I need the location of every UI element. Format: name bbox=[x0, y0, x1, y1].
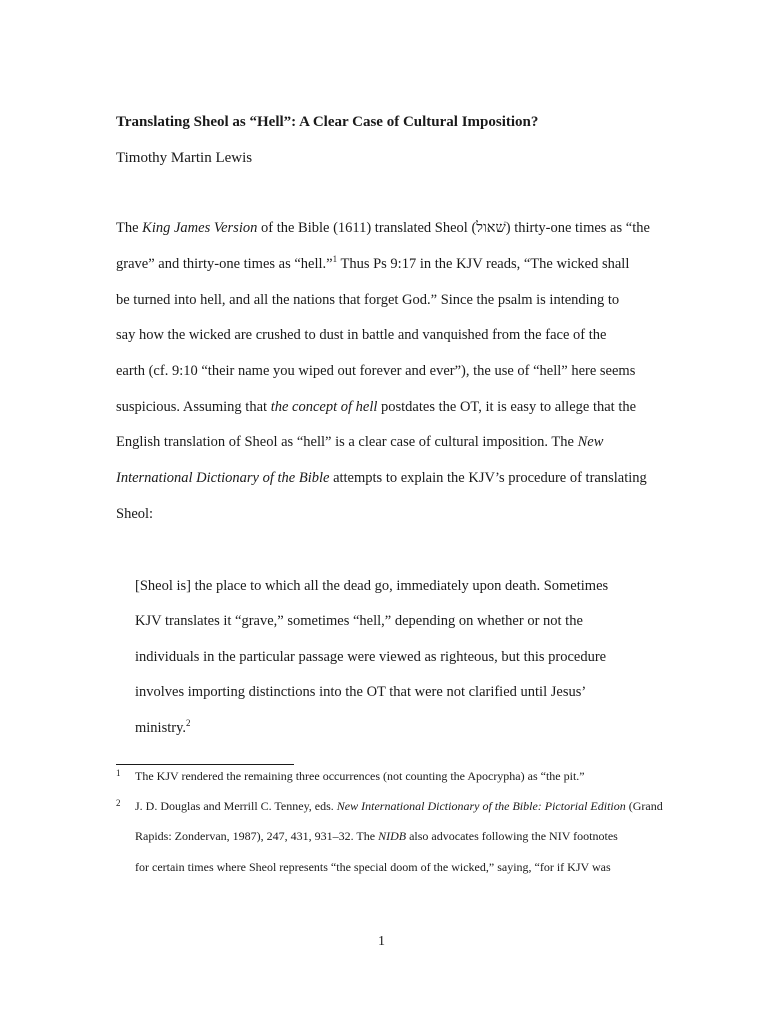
quote-line-3: individuals in the particular passage were viewed as righteous, but this procedure bbox=[135, 649, 607, 665]
footnote-ref-1[interactable]: 1 bbox=[332, 254, 338, 264]
quote-line-5: ministry.$^2$ bbox=[135, 718, 191, 736]
body-line-4: say how the wicked are crushed to dust in battle and vanquished from the face of the bbox=[116, 327, 607, 343]
quote-line-1: [Sheol is] the place to which all the dead go, immediately upon death. Sometimes bbox=[135, 578, 609, 594]
body-line-5: earth (cf. 9:10 “their name you wiped out forever and ever”), the use of “hell” here seems bbox=[116, 363, 636, 379]
body-line-2: grave” and thirty-one times as “hell.”$^1$ Thus Ps 9:17 in the KJV reads, “The wicked shall bbox=[116, 254, 630, 272]
italic-dictionary-title: International Dictionary of the Bible bbox=[116, 470, 330, 486]
footnote-ref-2[interactable]: 2 bbox=[186, 718, 191, 728]
author-name: Timothy Martin Lewis bbox=[116, 150, 253, 166]
document-title: Translating Sheol as “Hell”: A Clear Case of Cultural Imposition? bbox=[116, 114, 539, 130]
footnote-1-mark: 1 bbox=[116, 768, 121, 778]
body-line-6: suspicious. Assuming that the concept of hell postdates the OT, it is easy to allege that the bbox=[116, 399, 637, 415]
footnote-separator bbox=[116, 764, 294, 765]
quote-line-2: KJV translates it “grave,” sometimes “hell,” depending on whether or not the bbox=[135, 613, 583, 629]
footnote-2-line-3: for certain times where Sheol represents “the special doom of the wicked,” saying, “for if KJV was bbox=[135, 860, 611, 874]
italic-concept-of-hell: the concept of hell bbox=[270, 399, 378, 415]
body-line-3: be turned into hell, and all the nations that forget God.” Since the psalm is intending to bbox=[116, 292, 620, 308]
body-line-9: Sheol: bbox=[116, 506, 154, 522]
body-line-8: International Dictionary of the Bible attempts to explain the KJV’s procedure of translating bbox=[116, 470, 647, 486]
footnote-1-text: The KJV rendered the remaining three occurrences (not counting the Apocrypha) as “the pit.” bbox=[135, 769, 585, 783]
quote-line-4: involves importing distinctions into the OT that were not clarified until Jesus’ bbox=[135, 684, 587, 700]
footnote-2-line-1: J. D. Douglas and Merrill C. Tenney, eds. New International Dictionary of the Bible: Pictorial Edition (Grand bbox=[135, 799, 663, 813]
italic-title-kjv: King James Version bbox=[142, 220, 258, 236]
page-number: 1 bbox=[378, 934, 385, 949]
footnote-2-line-2: Rapids: Zondervan, 1987), 247, 431, 931–32. The NIDB also advocates following the NIV footnotes bbox=[135, 829, 618, 843]
footnote-2-mark: 2 bbox=[116, 798, 121, 808]
body-line-1: The King James Version of the Bible (1611) translated Sheol (שׁאול) thirty-one times as “the bbox=[116, 220, 650, 236]
body-line-7: English translation of Sheol as “hell” is a clear case of cultural imposition. The New bbox=[116, 434, 604, 450]
